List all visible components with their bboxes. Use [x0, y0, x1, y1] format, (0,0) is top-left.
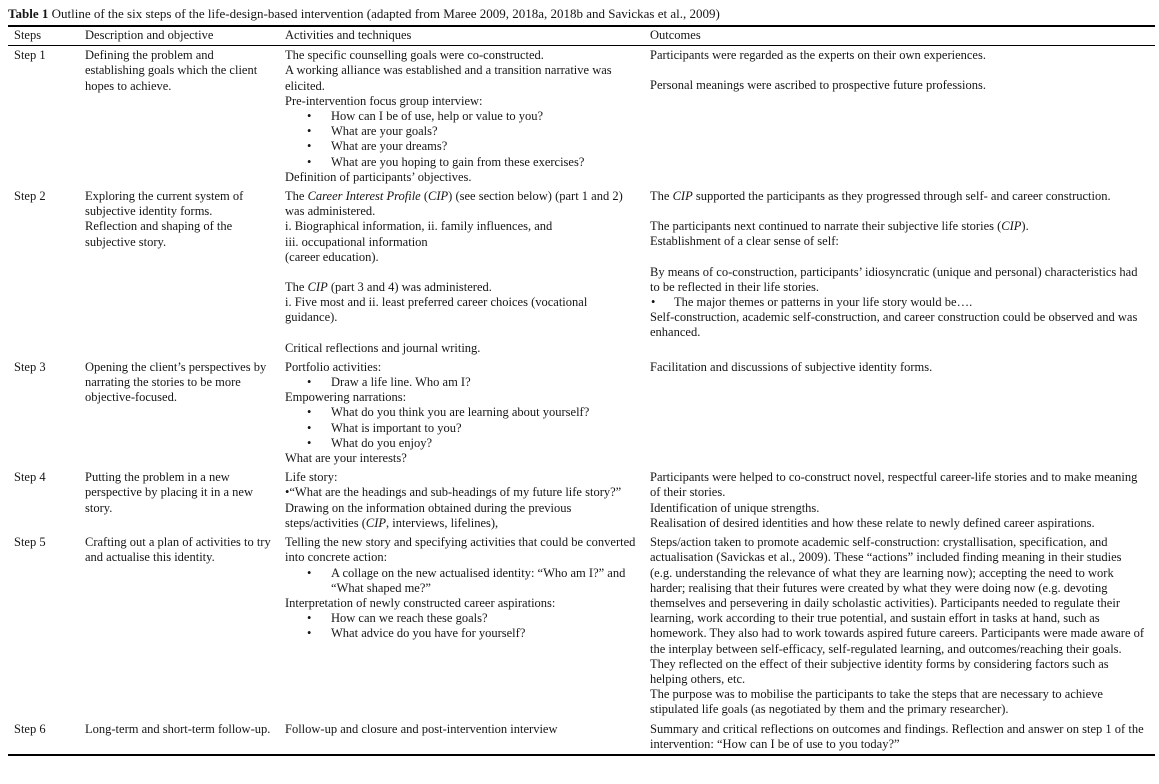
paragraph [650, 501, 1145, 516]
paragraph [285, 219, 640, 234]
text-run: (career education). [285, 249, 379, 264]
text-run: Empowering narrations: [285, 390, 407, 405]
paragraph [650, 722, 1145, 752]
bullet-item [285, 155, 640, 170]
text-run: iii. occupational information [285, 234, 428, 249]
paragraph [285, 295, 640, 325]
cell-activities [285, 46, 650, 187]
text-run: Crafting out a plan of activities to try and actualise this identity. [85, 535, 271, 565]
text-run: What is important to you? [331, 420, 462, 435]
text-run: The [285, 280, 308, 295]
bullet-icon: • [307, 611, 312, 626]
text-run: The specific counselling goals were co-constructed. [285, 48, 544, 63]
paragraph [85, 219, 275, 249]
cell-outcomes [650, 187, 1155, 358]
paragraph [285, 390, 640, 405]
paragraph [285, 189, 640, 219]
cell-step: Step 6 [14, 721, 46, 736]
column-header-activities: Activities and techniques [285, 26, 650, 46]
paragraph [285, 451, 640, 466]
text-run: Defining the problem and establishing goals which the client hopes to achieve. [85, 48, 258, 93]
cell-description [85, 46, 285, 187]
text-run: Critical reflections and journal writing. [285, 340, 481, 355]
text-run: Interpretation of newly constructed career aspirations: [285, 595, 556, 610]
paragraph [650, 535, 1145, 687]
italic-text: CIP [307, 280, 328, 295]
table-row [8, 533, 1155, 719]
text-run: Participants were helped to co-construct novel, respectful career-life stories and to make meaning of their stories. [650, 470, 1138, 500]
cell-description [85, 187, 285, 358]
text-run: Pre-intervention focus group interview: [285, 93, 483, 108]
paragraph [650, 78, 1145, 93]
paragraph [285, 250, 640, 265]
bullet-item [285, 405, 640, 420]
text-run: Personal meanings were ascribed to prospective future professions. [650, 78, 987, 93]
paragraph [650, 189, 1145, 204]
paragraph [285, 48, 640, 63]
cell-outcomes [650, 358, 1155, 468]
text-run: Self-construction, academic self-construction, and career construction could be observed and was enhanced. [650, 310, 1138, 340]
column-header-steps: Steps [8, 26, 85, 46]
paragraph [285, 280, 640, 295]
cell-description [85, 358, 285, 468]
bullet-icon: • [307, 375, 312, 390]
paragraph [85, 189, 275, 219]
text-run: Facilitation and discussions of subjective identity forms. [650, 359, 933, 374]
paragraph [85, 722, 275, 737]
bullet-icon: • [307, 154, 312, 169]
text-run: What are your interests? [285, 451, 407, 466]
bullet-icon: • [307, 405, 312, 420]
paragraph [285, 170, 640, 185]
text-run: A collage on the new actualised identity: “Who am I?” and “What shaped me?” [331, 565, 626, 595]
paragraph [285, 535, 640, 565]
column-header-outcomes: Outcomes [650, 26, 1155, 46]
text-run: The [650, 189, 673, 204]
cell-step: Step 2 [14, 189, 46, 204]
text-run: How can I be of use, help or value to you? [331, 109, 544, 124]
paragraph [650, 360, 1145, 375]
text-run: Realisation of desired identities and how these relate to newly defined career aspirations. [650, 515, 1095, 530]
cell-activities [285, 468, 650, 533]
table-row [8, 720, 1155, 755]
paragraph [285, 501, 640, 531]
cell-activities [285, 358, 650, 468]
bullet-item [285, 626, 640, 641]
text-run: Participants were regarded as the experts on their own experiences. [650, 48, 986, 63]
text-run: A working alliance was established and a transition narrative was elicited. [285, 63, 612, 93]
paragraph [285, 470, 640, 485]
italic-text: CIP [1001, 219, 1022, 234]
text-run: Putting the problem in a new perspective by placing it in a new story. [85, 470, 253, 515]
cell-outcomes [650, 533, 1155, 719]
text-run: By means of co-construction, participants’ idiosyncratic (unique and personal) characteristics had to be reflected in their life stories. [650, 264, 1138, 294]
spacer [285, 326, 640, 341]
cell-activities [285, 720, 650, 755]
text-run: The major themes or patterns in your life story would be…. [674, 295, 973, 310]
text-run: Follow-up and closure and post-intervention interview [285, 721, 558, 736]
table-caption-label: Table 1 [8, 6, 49, 21]
text-run: Drawing on the information obtained during the previous steps/activities ( [285, 500, 572, 530]
text-run: Telling the new story and specifying activities that could be converted into concrete action: [285, 535, 636, 565]
bullet-item [285, 421, 640, 436]
bullet-icon: • [307, 626, 312, 641]
text-run: Definition of participants’ objectives. [285, 169, 472, 184]
cell-outcomes [650, 468, 1155, 533]
paragraph [85, 535, 275, 565]
text-run: ). [1021, 219, 1029, 234]
bullet-item [285, 436, 640, 451]
text-run: What are your goals? [331, 124, 438, 139]
table-row [8, 46, 1155, 187]
bullet-icon: • [307, 109, 312, 124]
cell-activities [285, 187, 650, 358]
bullet-item [285, 566, 640, 596]
text-run: Life story: [285, 470, 338, 485]
paragraph [85, 360, 275, 406]
text-run: Portfolio activities: [285, 359, 382, 374]
table-header [8, 26, 1155, 46]
text-run: What are you hoping to gain from these exercises? [331, 154, 585, 169]
text-run: ) (see section below) (part 1 and 2) was administered. [285, 189, 623, 219]
paragraph [285, 360, 640, 375]
bullet-icon: • [307, 565, 312, 580]
bullet-icon: • [307, 435, 312, 450]
italic-text: CIP [672, 189, 693, 204]
table-caption-text: Outline of the six steps of the life-design-based intervention (adapted from Maree 2009, 2018a, 2018b and Savickas et al., 2009) [48, 6, 720, 21]
spacer [650, 250, 1145, 265]
table-row [8, 468, 1155, 533]
paragraph [285, 485, 640, 500]
spacer [650, 63, 1145, 78]
text-run: The participants next continued to narrate their subjective life stories ( [650, 219, 1002, 234]
text-run: Establishment of a clear sense of self: [650, 234, 839, 249]
bullet-item [285, 611, 640, 626]
text-run: What do you enjoy? [331, 435, 433, 450]
text-run: What are your dreams? [331, 139, 448, 154]
cell-description [85, 720, 285, 755]
text-run: Steps/action taken to promote academic self-construction: crystallisation, specification, and actualisation (Savickas et al., 2009). These “actions” included finding meaning in their studies (e.g. understanding the relevance of what they are learning now); accepting the need to work harder; realising that their futures were created by what they were doing now (e.g. devoting themselves and persevering in daily scholastic activities). Participants needed to regulate their learning, work according to their true potential, and sustain effort in tasks at hand, such as homework. They also had to work towards aspired future careers. Participants were made aware of the interplay between self-efficacy, self-regulated learning, and outcomes/reaching their goals. They reflected on the effect of their subjective identity forms by considering factors such as helping others, etc. [650, 535, 1145, 686]
paragraph [650, 219, 1145, 234]
bullet-icon: • [307, 420, 312, 435]
text-run: Identification of unique strengths. [650, 500, 820, 515]
table-caption [8, 6, 1155, 22]
bullet-icon: • [307, 139, 312, 154]
text-run: •“What are the headings and sub-headings of my future life story?” [285, 485, 622, 500]
header-row [8, 26, 1155, 46]
paragraph [650, 687, 1145, 717]
text-run: Long-term and short-term follow-up. [85, 721, 271, 736]
text-run: , interviews, lifelines), [386, 515, 499, 530]
text-run: supported the participants as they progressed through self- and career construction. [692, 189, 1111, 204]
bullet-item [285, 139, 640, 154]
paragraph [650, 265, 1145, 295]
italic-text: CIP [428, 189, 449, 204]
paragraph [285, 596, 640, 611]
bullet-item [285, 124, 640, 139]
text-run: Opening the client’s perspectives by narrating the stories to be more objective-focused. [85, 359, 267, 405]
text-run: The [285, 189, 308, 204]
text-run: What do you think you are learning about yourself? [331, 405, 590, 420]
paragraph [285, 94, 640, 109]
text-run: The purpose was to mobilise the participants to take the steps that are necessary to achieve stipulated life goals (as negotiated by them and the primary researcher). [650, 687, 1103, 717]
text-run: Exploring the current system of subjective identity forms. [85, 189, 244, 219]
bullet-item [285, 375, 640, 390]
text-run: (part 3 and 4) was administered. [327, 280, 492, 295]
paragraph [85, 48, 275, 94]
paragraph [285, 341, 640, 356]
spacer [650, 204, 1145, 219]
text-run: i. Biographical information, ii. family influences, and [285, 219, 553, 234]
cell-description [85, 533, 285, 719]
paragraph [285, 722, 640, 737]
cell-step: Step 1 [14, 48, 46, 63]
text-run: Draw a life line. Who am I? [331, 375, 471, 390]
bullet-icon: • [651, 295, 656, 310]
cell-outcomes [650, 720, 1155, 755]
table-row [8, 358, 1155, 468]
text-run: What advice do you have for yourself? [331, 626, 526, 641]
paragraph [285, 235, 640, 250]
italic-text: CIP [365, 515, 387, 530]
bullet-icon: • [307, 124, 312, 139]
paragraph [285, 63, 640, 93]
paragraph [650, 310, 1145, 340]
bullet-item [650, 295, 1145, 310]
text-run: i. Five most and ii. least preferred career choices (vocational guidance). [285, 295, 588, 325]
paragraph [650, 470, 1145, 500]
column-header-description: Description and objective [85, 26, 285, 46]
italic-text: Career Interest Profile [307, 189, 421, 204]
text-run: Reflection and shaping of the subjective story. [85, 219, 233, 249]
paragraph [650, 516, 1145, 531]
cell-step: Step 3 [14, 359, 46, 374]
text-run: How can we reach these goals? [331, 611, 488, 626]
cell-activities [285, 533, 650, 719]
cell-outcomes [650, 46, 1155, 187]
paragraph [650, 48, 1145, 63]
spacer [285, 265, 640, 280]
intervention-steps-table [8, 25, 1155, 756]
paragraph [85, 470, 275, 516]
text-run: Summary and critical reflections on outcomes and findings. Reflection and answer on step 1 of the intervention: “How can I be of use to you today?” [650, 721, 1144, 751]
cell-step: Step 5 [14, 535, 46, 550]
text-run: ( [420, 189, 429, 204]
paragraph [650, 234, 1145, 249]
bullet-item [285, 109, 640, 124]
table-row [8, 187, 1155, 358]
table-body [8, 46, 1155, 755]
cell-description [85, 468, 285, 533]
cell-step: Step 4 [14, 470, 46, 485]
